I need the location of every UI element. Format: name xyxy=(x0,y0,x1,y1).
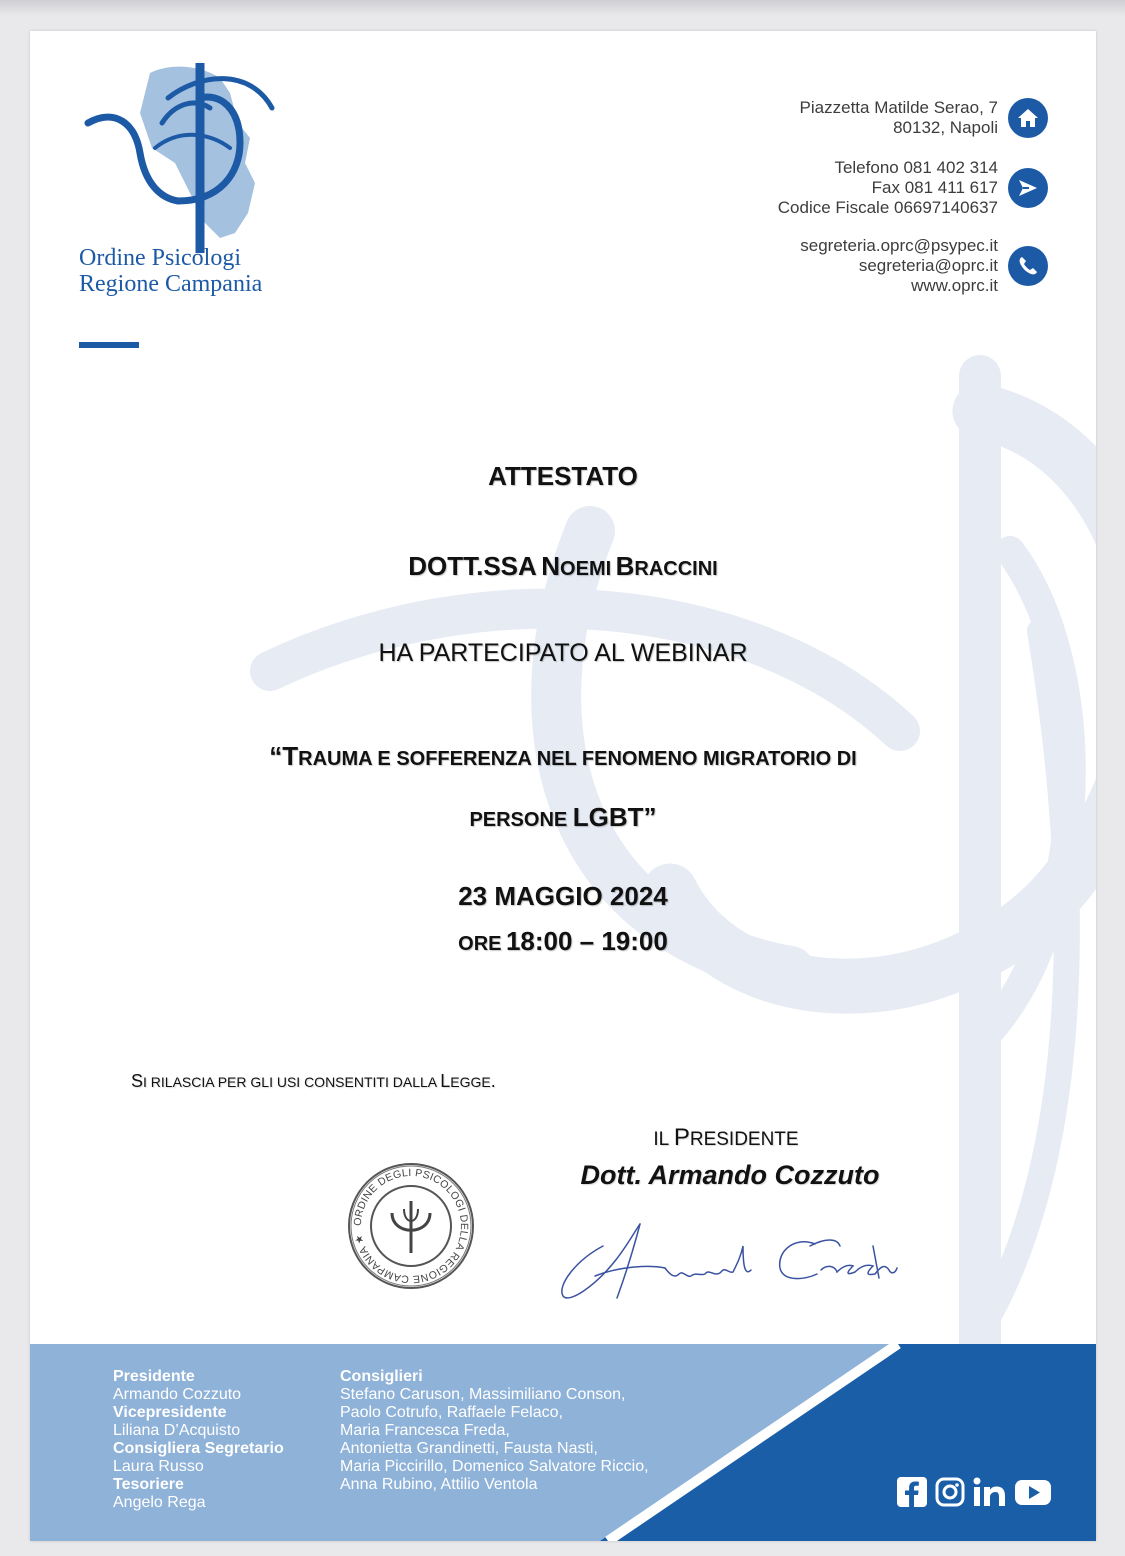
participation-statement: HA PARTECIPATO AL WEBINAR xyxy=(378,639,748,667)
text-segment: RESIDENTE xyxy=(689,1129,799,1150)
linkedin-icon[interactable] xyxy=(972,1476,1008,1508)
webinar-title-line1 xyxy=(30,728,1096,789)
text-segment: “T xyxy=(269,741,299,771)
logo-underline xyxy=(79,342,139,348)
first-name-initial: N xyxy=(541,551,561,581)
org-name-line2: Regione Campania xyxy=(79,271,263,297)
time-range: 18:00 – 19:00 xyxy=(505,926,668,956)
councillors-title: Consiglieri xyxy=(340,1368,423,1385)
text-segment: L xyxy=(440,1071,451,1091)
certificate-title: ATTESTATO xyxy=(488,461,638,491)
president-signature xyxy=(555,1206,905,1316)
stamp-text: ORDINE DEGLI PSICOLOGI DELLA REGIONE CAMPANIA ★ xyxy=(351,1166,471,1286)
text-segment: S xyxy=(131,1071,144,1091)
councillors-line: Stefano Caruson, Massimiliano Conson, xyxy=(340,1386,626,1403)
organization-name xyxy=(79,245,262,297)
certificate-page xyxy=(30,31,1096,1541)
psi-logo xyxy=(80,53,280,253)
legal-note xyxy=(131,1071,496,1092)
text-segment: IL xyxy=(653,1129,674,1150)
contact-email xyxy=(800,236,1048,296)
home-icon xyxy=(1008,98,1048,138)
phone-icon xyxy=(1008,246,1048,286)
text-segment: LGBT” xyxy=(572,802,657,832)
first-name-rest: OEMI xyxy=(560,558,612,580)
officer-role: Tesoriere xyxy=(113,1476,184,1493)
text-segment: EGGE xyxy=(450,1074,491,1090)
tax-code-line: Codice Fiscale 06697140637 xyxy=(777,198,998,217)
footer xyxy=(30,1344,1096,1541)
time-prefix: ORE xyxy=(458,933,502,955)
recipient-name xyxy=(30,551,1096,582)
councillors-line: Antonietta Grandinetti, Fausta Nasti, xyxy=(340,1440,598,1457)
officer-name: Angelo Rega xyxy=(113,1494,206,1511)
webinar-time xyxy=(30,926,1096,957)
pec-email[interactable]: segreteria.oprc@psypec.it xyxy=(800,236,998,255)
contact-address xyxy=(800,98,1048,138)
address-line: 80132, Napoli xyxy=(893,118,998,137)
address-line: Piazzetta Matilde Serao, 7 xyxy=(799,98,998,117)
board-councillors xyxy=(340,1368,649,1494)
youtube-icon[interactable] xyxy=(1014,1476,1052,1508)
text-segment: I RILASCIA PER GLI USI CONSENTITI DALLA xyxy=(143,1074,441,1090)
facebook-icon[interactable] xyxy=(896,1476,928,1508)
last-name-rest: RACCINI xyxy=(634,558,718,580)
text-segment: RAUMA E SOFFERENZA NEL FENOMENO MIGRATORIO DI xyxy=(298,748,857,770)
org-name-line1: Ordine Psicologi xyxy=(79,245,241,271)
officer-name: Armando Cozzuto xyxy=(113,1386,242,1403)
officer-role: Vicepresidente xyxy=(113,1404,227,1421)
officer-name: Laura Russo xyxy=(113,1458,204,1475)
text-segment: P xyxy=(673,1124,690,1151)
councillors-line: Maria Piccirillo, Domenico Salvatore Riccio, xyxy=(340,1458,649,1475)
webinar-date: 23 MAGGIO 2024 xyxy=(458,881,668,911)
fax-line: Fax 081 411 617 xyxy=(871,178,998,197)
officer-role: Presidente xyxy=(113,1368,195,1385)
website[interactable]: www.oprc.it xyxy=(911,276,998,295)
president-label xyxy=(576,1124,876,1152)
councillors-line: Paolo Cotrufo, Raffaele Felaco, xyxy=(340,1404,563,1421)
contact-phone xyxy=(778,158,1048,218)
councillors-line: Anna Rubino, Attilio Ventola xyxy=(340,1476,538,1493)
councillors-line: Maria Francesca Freda, xyxy=(340,1422,510,1439)
email[interactable]: segreteria@oprc.it xyxy=(858,256,998,275)
officer-role: Consigliera Segretario xyxy=(113,1440,284,1457)
viewer-top-bar xyxy=(0,0,1125,16)
last-name-initial: B xyxy=(615,551,635,581)
social-links xyxy=(896,1476,1052,1508)
paper-plane-icon xyxy=(1008,168,1048,208)
officer-name: Liliana D’Acquisto xyxy=(113,1422,241,1439)
text-segment: PERSONE xyxy=(469,809,573,831)
webinar-title xyxy=(30,728,1096,850)
president-name: Dott. Armando Cozzuto xyxy=(580,1160,880,1190)
board-officers xyxy=(113,1368,284,1512)
instagram-icon[interactable] xyxy=(934,1476,966,1508)
text-segment: . xyxy=(490,1071,496,1091)
official-stamp xyxy=(346,1161,476,1291)
recipient-prefix: DOTT.SSA xyxy=(408,551,537,581)
phone-line: Telefono 081 402 314 xyxy=(834,158,998,177)
webinar-title-line2 xyxy=(30,789,1096,850)
